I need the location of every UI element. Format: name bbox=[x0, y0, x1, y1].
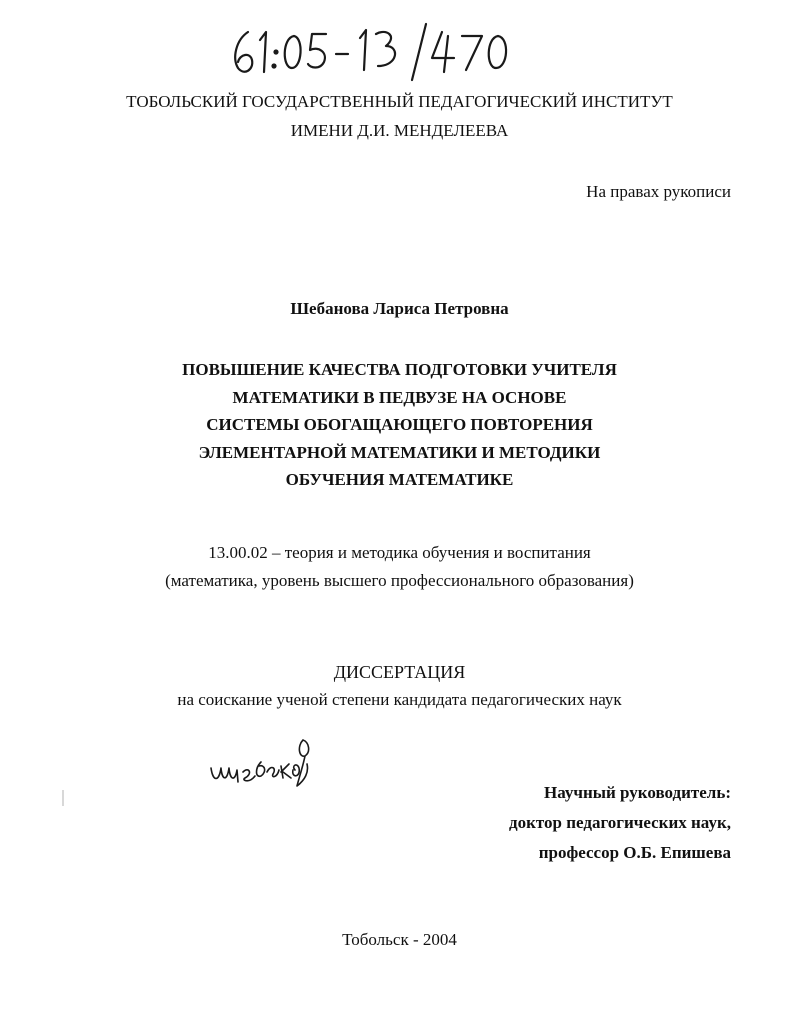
author-name: Шебанова Лариса Петровна bbox=[290, 299, 509, 318]
institute-name-line1: ТОБОЛЬСКИЙ ГОСУДАРСТВЕННЫЙ ПЕДАГОГИЧЕСКИЙ ИНСТИТУТ bbox=[126, 92, 673, 111]
city-year: Тобольск - 2004 bbox=[342, 930, 457, 949]
specialty-detail: (математика, уровень высшего профессионального образования) bbox=[165, 571, 634, 590]
archive-code-handwritten bbox=[226, 22, 516, 82]
title-line: МАТЕМАТИКИ В ПЕДВУЗЕ НА ОСНОВЕ bbox=[232, 387, 567, 407]
degree-description: на соискание ученой степени кандидата педагогических наук bbox=[177, 690, 622, 709]
supervisor-degree: доктор педагогических наук, bbox=[509, 813, 731, 832]
title-line: ОБУЧЕНИЯ МАТЕМАТИКЕ bbox=[285, 470, 514, 489]
scan-artifact bbox=[62, 790, 64, 806]
specialty-code: 13.00.02 – теория и методика обучения и воспитания bbox=[208, 543, 591, 562]
supervisor-name: профессор О.Б. Епишева bbox=[538, 843, 731, 862]
author-signature bbox=[205, 732, 317, 792]
title-line: ПОВЫШЕНИЕ КАЧЕСТВА ПОДГОТОВКИ УЧИТЕЛЯ bbox=[182, 360, 617, 379]
document-type: ДИССЕРТАЦИЯ bbox=[333, 662, 466, 682]
rights-note: На правах рукописи bbox=[586, 182, 731, 201]
title-line: ЭЛЕМЕНТАРНОЙ МАТЕМАТИКИ И МЕТОДИКИ bbox=[198, 442, 601, 462]
title-line: СИСТЕМЫ ОБОГАЩАЮЩЕГО ПОВТОРЕНИЯ bbox=[206, 415, 593, 434]
supervisor-label: Научный руководитель: bbox=[544, 783, 731, 802]
institute-name-line2: ИМЕНИ Д.И. МЕНДЕЛЕЕВА bbox=[290, 121, 509, 140]
dissertation-title bbox=[0, 356, 799, 494]
